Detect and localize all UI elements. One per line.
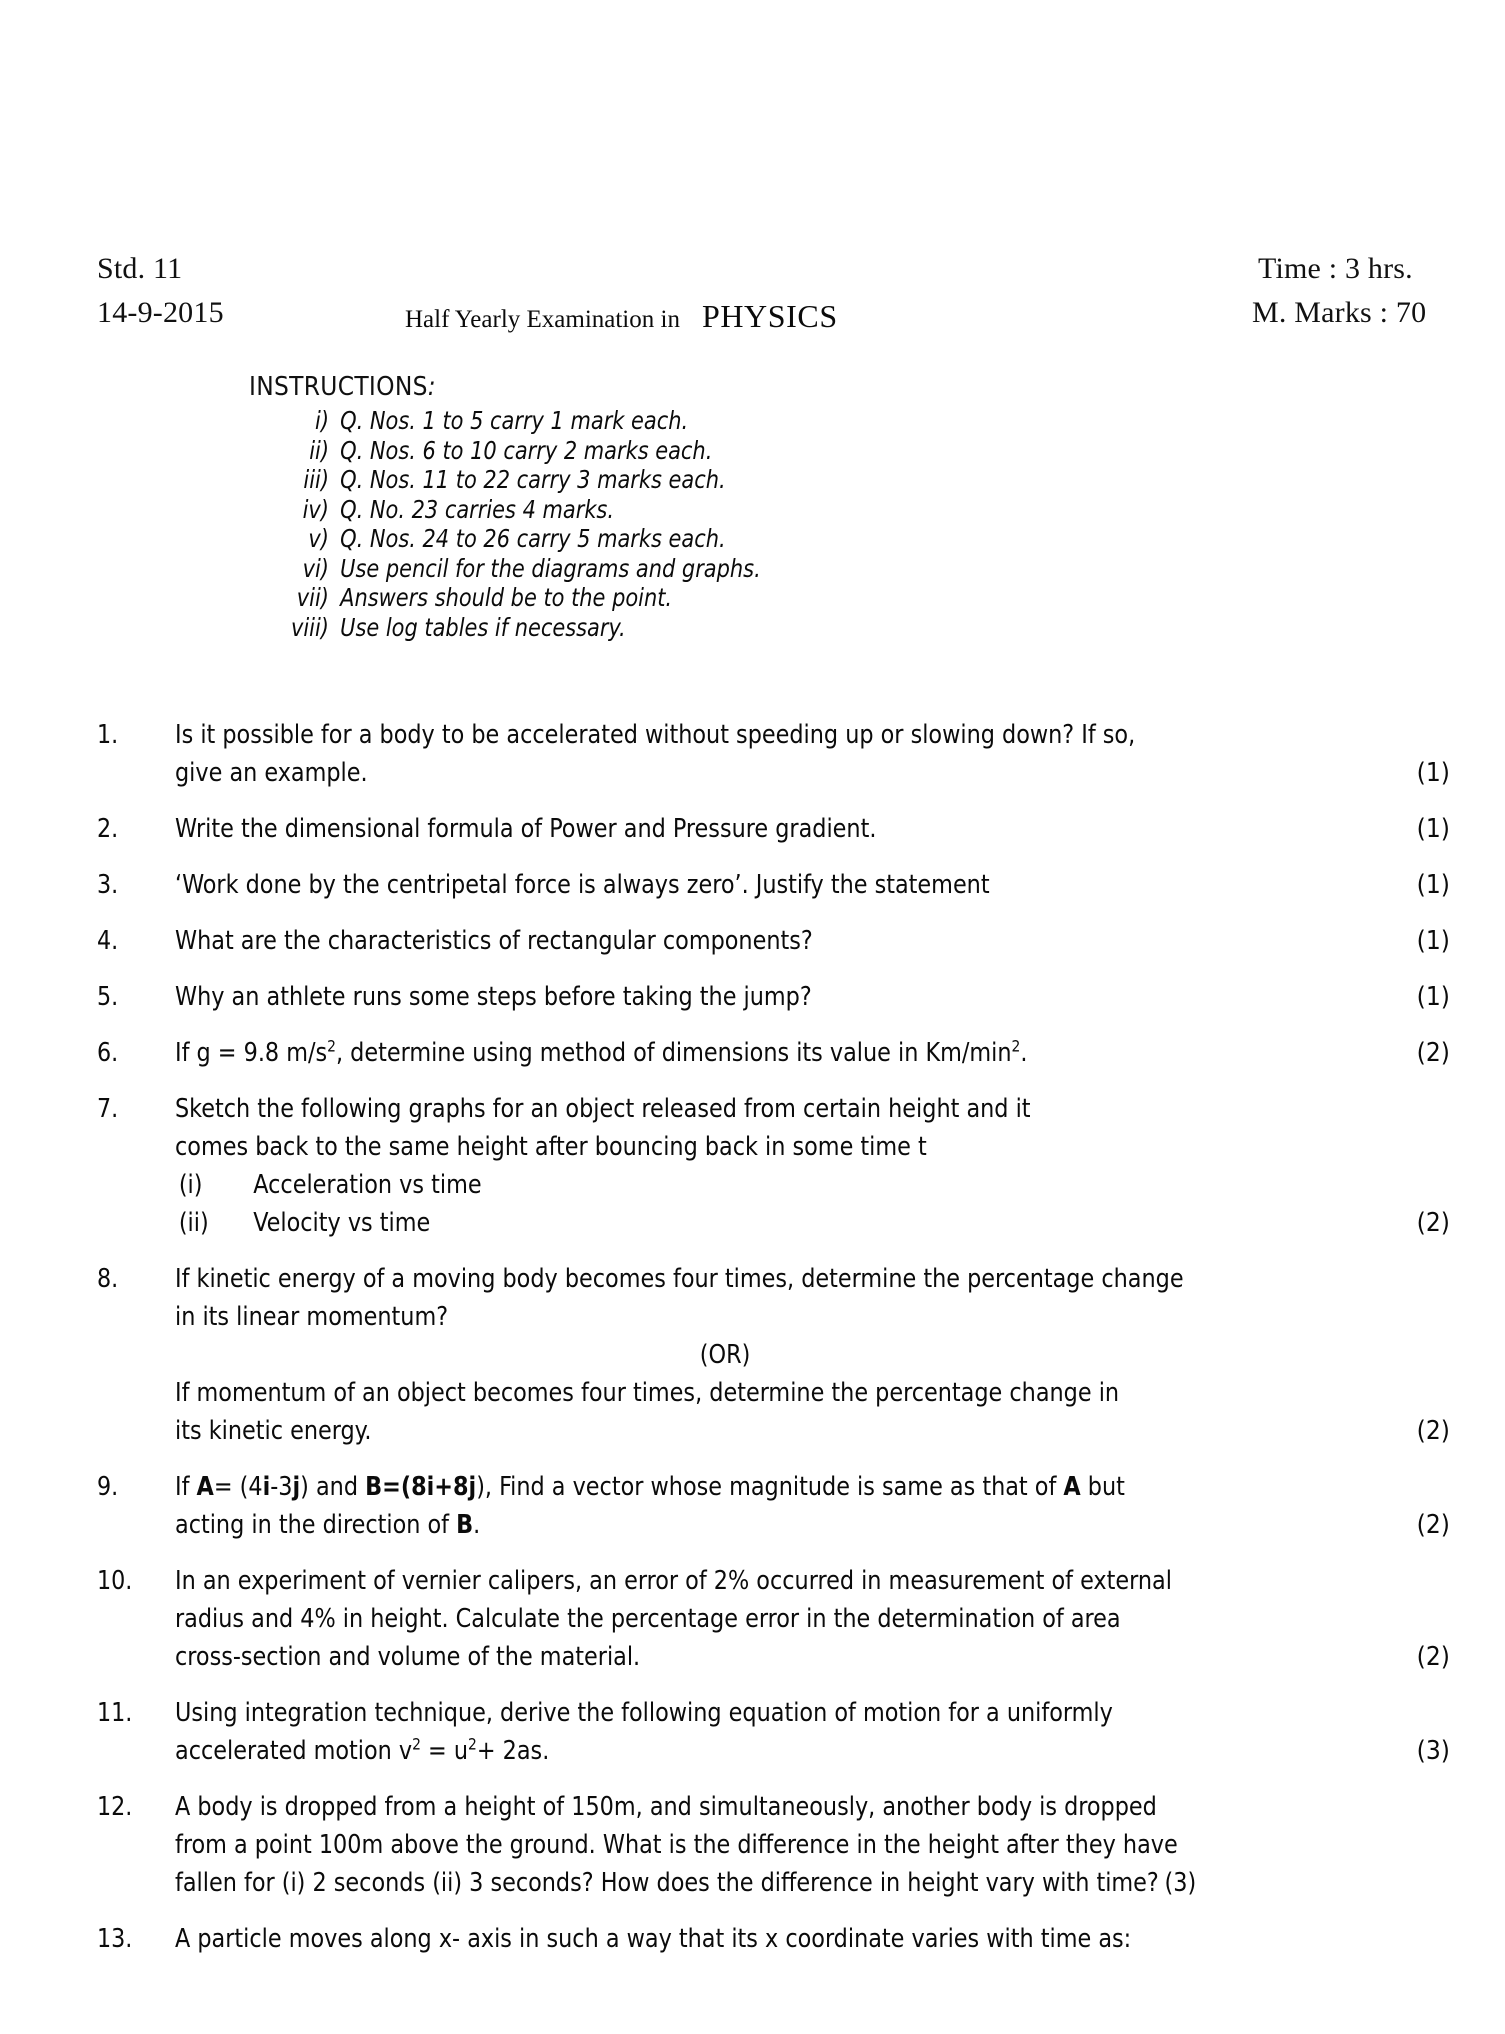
unit-vector-j: j: [468, 1472, 477, 1502]
question-text-line: [175, 1506, 1450, 1544]
question-text-line: If momentum of an object becomes four times, determine the percentage change in: [175, 1378, 1120, 1408]
question-body: [175, 1468, 1450, 1544]
instruction-text: Q. Nos. 24 to 26 carry 5 marks each.: [340, 524, 726, 553]
instructions-block: [249, 372, 1149, 642]
superscript-exponent: 2: [468, 1734, 477, 1754]
equation-mid: = u: [420, 1736, 469, 1766]
question-text: acting in the direction of: [175, 1510, 457, 1540]
vector-a-symbol: A: [1063, 1472, 1081, 1502]
question-text-mid: , determine using method of dimensions its value in Km/min: [335, 1038, 1012, 1068]
question-text-line: in its linear momentum?: [175, 1302, 449, 1332]
superscript-exponent: 2: [412, 1734, 421, 1754]
question-item: [97, 1562, 1450, 1676]
question-item: [97, 1468, 1450, 1544]
instruction-item: [249, 524, 1086, 554]
question-number: 6.: [97, 1038, 119, 1068]
question-subitem: [175, 1166, 1390, 1204]
question-subitem: [175, 1204, 1450, 1242]
question-text-post: .: [1020, 1038, 1028, 1068]
unit-vector-i: i: [262, 1472, 271, 1502]
instructions-heading: [249, 372, 1149, 402]
question-number: 10.: [97, 1566, 133, 1596]
question-text-line: [175, 754, 1450, 792]
question-text-line: In an experiment of vernier calipers, an error of 2% occurred in measurement of external: [175, 1566, 1172, 1596]
exam-date: 14-9-2015: [97, 296, 224, 329]
question-text-line: Is it possible for a body to be accelerated without speeding up or slowing down? If so,: [175, 720, 1136, 750]
instructions-heading-text: INSTRUCTIONS: [249, 372, 428, 402]
question-marks: (2): [1416, 1038, 1450, 1068]
question-body: [175, 810, 1450, 848]
q9-part-13: ): [476, 1472, 485, 1502]
question-text-line: [175, 978, 1450, 1016]
equation-post: + 2as.: [476, 1736, 550, 1766]
question-marks: (1): [1416, 814, 1450, 844]
question-marks: (1): [1416, 758, 1450, 788]
question-text: Why an athlete runs some steps before taking the jump?: [175, 982, 812, 1012]
question-text: ‘Work done by the centripetal force is always zero’. Justify the statement: [175, 870, 990, 900]
question-marks: (2): [1416, 1416, 1450, 1446]
question-body: [175, 1920, 1390, 1958]
question-text-line: radius and 4% in height. Calculate the percentage error in the determination of area: [175, 1604, 1121, 1634]
subitem-label: (i): [178, 1170, 203, 1200]
question-text-line: [175, 1468, 1390, 1506]
question-marks: (1): [1416, 982, 1450, 1012]
instruction-item: [249, 613, 1086, 643]
question-or-separator: (OR): [699, 1340, 751, 1370]
instruction-number: i): [315, 406, 329, 435]
question-marks: (3): [1416, 1736, 1450, 1766]
instruction-number: vii): [296, 583, 329, 612]
question-item: [97, 716, 1450, 792]
question-marks: (2): [1416, 1208, 1450, 1238]
question-item: [97, 922, 1450, 960]
question-text: its kinetic energy.: [175, 1416, 372, 1446]
instruction-text: Use log tables if necessary.: [340, 612, 626, 642]
question-body: [175, 716, 1450, 792]
question-number: 1.: [97, 720, 119, 750]
question-item: [97, 1920, 1447, 1958]
instruction-number: ii): [309, 435, 329, 465]
instruction-number: viii): [290, 612, 329, 642]
question-text-line: [175, 1638, 1450, 1676]
subitem-text: Acceleration vs time: [253, 1170, 482, 1200]
instruction-number: v): [308, 524, 329, 553]
question-body: [175, 1788, 1390, 1902]
question-body: [175, 1694, 1450, 1770]
question-text: give an example.: [175, 758, 368, 788]
question-text-line: A particle moves along x- axis in such a way that its x coordinate varies with time as:: [175, 1924, 1132, 1954]
q9-part-8: 8: [411, 1472, 427, 1502]
exam-duration: Time : 3 hrs.: [1258, 252, 1413, 285]
question-item: [97, 1260, 1450, 1450]
superscript-exponent: 2: [1011, 1036, 1021, 1056]
question-item: [97, 1694, 1450, 1770]
question-text-line: [175, 810, 1450, 848]
instructions-list: [249, 406, 1149, 642]
q9-part-11: 8: [452, 1472, 469, 1502]
exam-title-prefix: Half Yearly Examination in: [405, 306, 680, 333]
subitem-text: Velocity vs time: [253, 1208, 431, 1238]
max-marks: M. Marks : 70: [1252, 296, 1427, 329]
instruction-item: [249, 495, 1086, 525]
question-item: [97, 1090, 1450, 1242]
instruction-item: [249, 554, 1086, 584]
question-item: [97, 866, 1450, 904]
instruction-item: [249, 406, 1086, 436]
question-text-line: [175, 866, 1450, 904]
question-text-line: Using integration technique, derive the following equation of motion for a uniformly: [175, 1698, 1113, 1728]
question-item: [97, 1034, 1450, 1072]
question-number: 13.: [97, 1924, 133, 1954]
page-header: [0, 252, 1505, 344]
q9-part-2: = (4: [213, 1472, 263, 1502]
q9-part-14: , Find a vector whose magnitude is same as that of: [484, 1472, 1064, 1502]
question-text-line: A body is dropped from a height of 150m, and simultaneously, another body is dropped: [175, 1792, 1157, 1822]
question-body: [175, 978, 1450, 1016]
question-text-line: comes back to the same height after bouncing back in some time t: [175, 1132, 927, 1162]
question-text: fallen for (i) 2 seconds (ii) 3 seconds? How does the difference in height vary with time?: [175, 1868, 1159, 1898]
question-item: [97, 810, 1450, 848]
question-number: 4.: [97, 926, 119, 956]
equation-pre: accelerated motion v: [175, 1736, 413, 1766]
question-text-line: from a point 100m above the ground. What is the difference in the height after they have: [175, 1830, 1178, 1860]
subitem-label: (ii): [178, 1208, 209, 1238]
question-marks: (3): [1164, 1868, 1197, 1898]
instruction-text: Q. No. 23 carries 4 marks.: [340, 494, 614, 524]
instructions-heading-colon: :: [427, 372, 436, 402]
question-body: [175, 1090, 1450, 1242]
question-body: [175, 1034, 1450, 1072]
question-item: [97, 978, 1450, 1016]
question-marks: (2): [1416, 1642, 1450, 1672]
question-equation-line: [175, 1732, 1450, 1770]
instruction-item: [249, 465, 1086, 495]
question-text-line: [175, 1034, 1450, 1072]
question-text-line: Sketch the following graphs for an object released from certain height and it: [175, 1094, 1031, 1124]
vector-b-symbol: B: [456, 1510, 474, 1540]
question-text: What are the characteristics of rectangular components?: [175, 926, 813, 956]
exam-subject: PHYSICS: [701, 298, 838, 334]
question-number: 12.: [97, 1792, 133, 1822]
question-text-pre: If g = 9.8 m/s: [175, 1038, 328, 1068]
instruction-number: vi): [302, 553, 329, 583]
question-number: 3.: [97, 870, 119, 900]
question-marks: (1): [1416, 926, 1450, 956]
question-text-line: If kinetic energy of a moving body becomes four times, determine the percentage change: [175, 1264, 1184, 1294]
instruction-text: Q. Nos. 11 to 22 carry 3 marks each.: [340, 465, 726, 494]
instruction-item: [249, 436, 1086, 466]
question-body: [175, 1562, 1450, 1676]
question-text-post: .: [473, 1510, 481, 1540]
instruction-text: Q. Nos. 1 to 5 carry 1 mark each.: [340, 406, 689, 435]
instruction-text: Q. Nos. 6 to 10 carry 2 marks each.: [340, 435, 713, 465]
unit-vector-i: i: [426, 1472, 435, 1502]
question-text: Write the dimensional formula of Power and Pressure gradient.: [175, 814, 877, 844]
question-number: 8.: [97, 1264, 119, 1294]
instruction-item: [249, 583, 1086, 613]
vector-a-symbol: A: [196, 1472, 214, 1502]
question-text-line: [175, 922, 1450, 960]
superscript-exponent: 2: [327, 1036, 336, 1056]
question-marks: (1): [1416, 870, 1450, 900]
question-number: 5.: [97, 982, 119, 1012]
questions-list: [97, 716, 1450, 1976]
question-text-line: [175, 1864, 1390, 1902]
q9-part-4: -3: [270, 1472, 293, 1502]
vector-b-symbol: B=(: [365, 1472, 412, 1502]
question-number: 11.: [97, 1698, 133, 1728]
question-body: [175, 1260, 1450, 1450]
question-number: 2.: [97, 814, 119, 844]
q9-part-16: but: [1080, 1472, 1125, 1502]
instruction-number: iv): [302, 494, 329, 524]
question-number: 9.: [97, 1472, 119, 1502]
question-item: [97, 1788, 1447, 1902]
question-marks: (2): [1416, 1510, 1450, 1540]
instruction-text: Answers should be to the point.: [340, 583, 673, 612]
question-body: [175, 922, 1450, 960]
question-text: cross-section and volume of the material.: [175, 1642, 641, 1672]
question-text-line: [175, 1412, 1450, 1450]
standard-label: Std. 11: [97, 252, 183, 285]
q9-part-10: +: [434, 1472, 453, 1502]
instruction-text: Use pencil for the diagrams and graphs.: [340, 553, 761, 583]
q9-part-0: If: [175, 1472, 197, 1502]
instruction-number: iii): [303, 465, 329, 494]
question-body: [175, 866, 1450, 904]
unit-vector-j: j: [292, 1472, 301, 1502]
q9-part-6: ) and: [300, 1472, 366, 1502]
question-number: 7.: [97, 1094, 119, 1124]
exam-title-group: [405, 298, 838, 335]
